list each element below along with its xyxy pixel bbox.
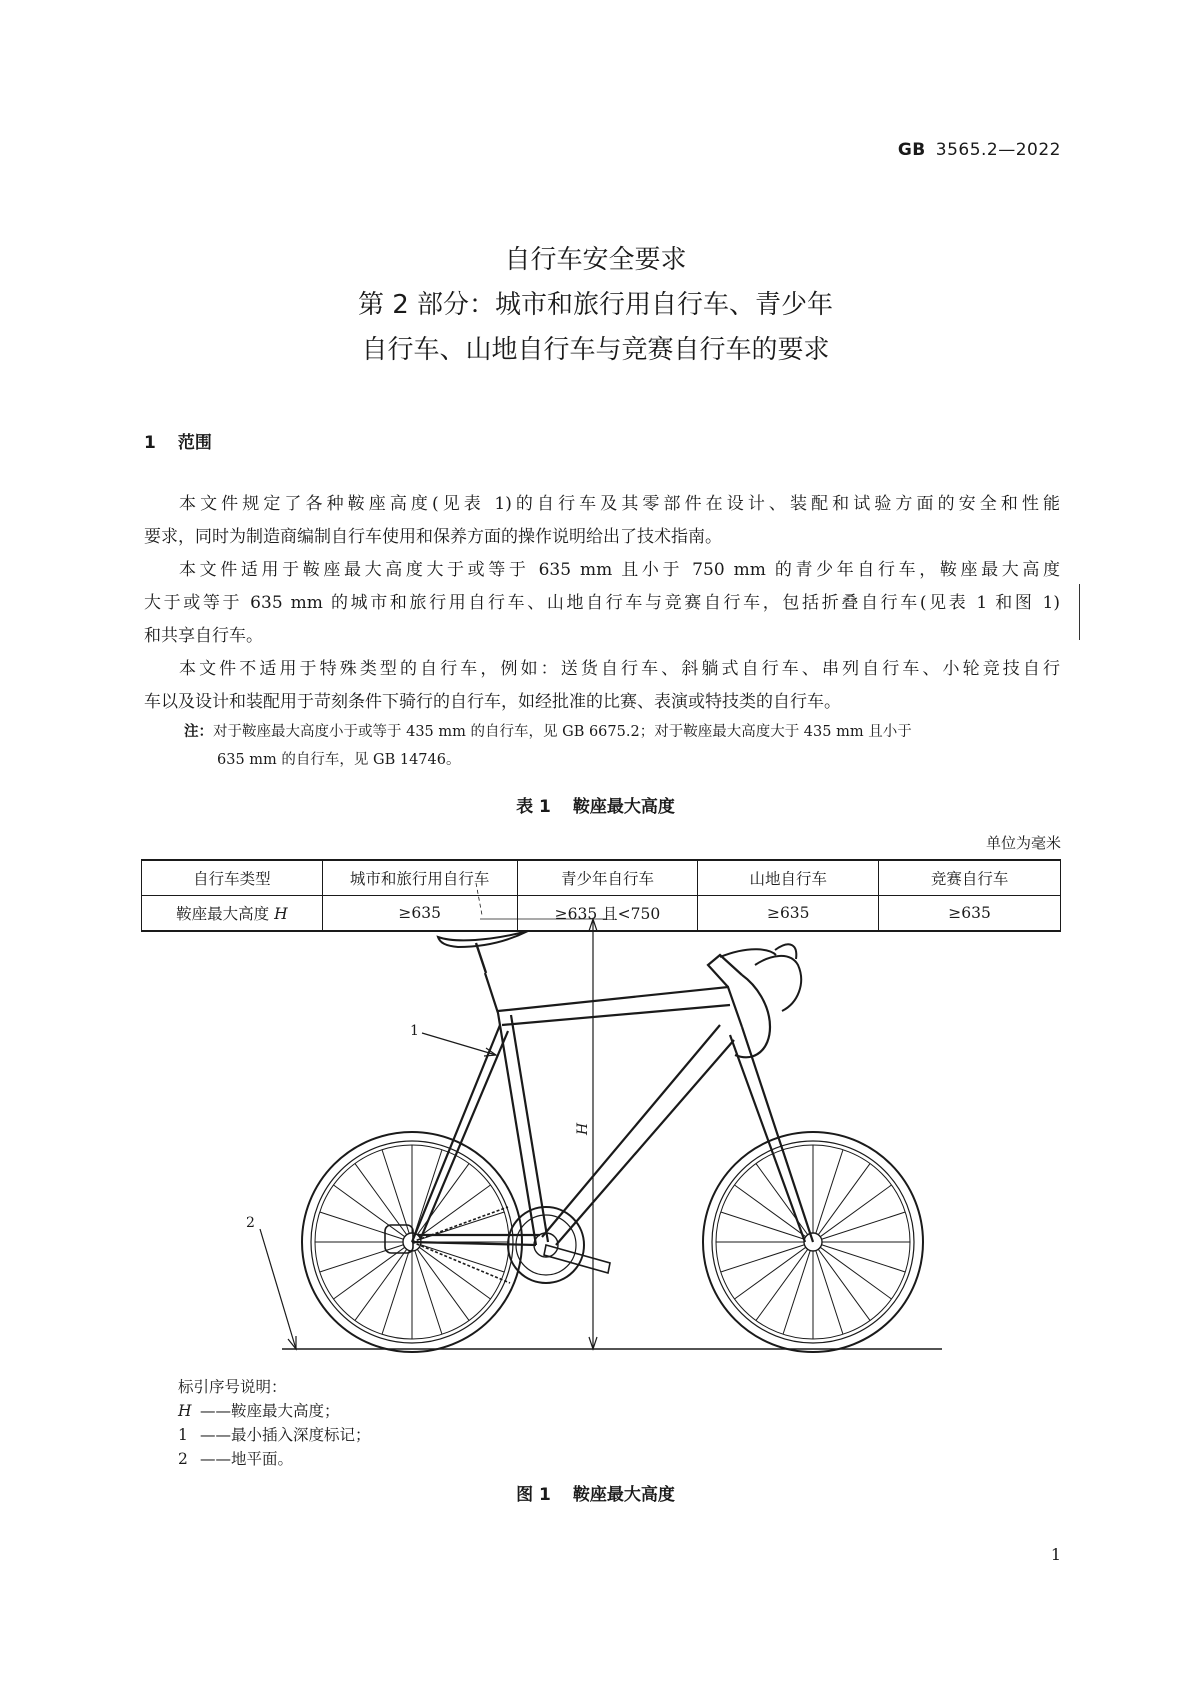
wheel-spoke [818,1249,870,1320]
paragraph-1 [144,488,1060,554]
leader-2 [260,1229,296,1349]
wheel-spoke [419,1185,490,1237]
change-bar [1079,584,1080,640]
legend-item [178,1399,371,1423]
wheel-spoke [822,1245,906,1272]
wheel-spoke [419,1247,490,1299]
standard-code: 3565.2—2022 [935,140,1061,160]
standard-number [898,140,1061,160]
legend-key: 2 [178,1450,188,1468]
document-title [0,238,1191,373]
legend-text: ——鞍座最大高度； [200,1402,340,1420]
paragraph-line: 和共享自行车。 [144,626,263,646]
wheel-spoke [820,1185,891,1237]
paragraph-line: 本文件不适用于特殊类型的自行车，例如：送货自行车、斜躺式自行车、串列自行车、小轮竞技自行 [179,659,1060,679]
note-line-2: 635 mm 的自行车，见 GB 14746。 [217,752,461,768]
title-line-3: 自行车、山地自行车与竞赛自行车的要求 [361,335,830,365]
wheel-spoke [382,1150,409,1234]
figure-caption-number: 图 1 [516,1485,551,1505]
figure-label-2: 2 [246,1215,255,1231]
paragraph-line: 本文件适用于鞍座最大高度大于或等于 635 mm 且小于 750 mm 的青少年自行车，鞍座最大高度 [179,560,1060,580]
paragraph-line: 大于或等于 635 mm 的城市和旅行用自行车、山地自行车与竞赛自行车，包括折叠自行车(见表 1 和图 1) [144,593,1060,613]
legend-key: 1 [178,1426,188,1444]
standard-prefix: GB [897,140,926,160]
table-unit: 单位为毫米 [985,834,1061,852]
leader-1 [422,1033,496,1056]
bicycle-figure [246,945,950,1375]
row-label: 鞍座最大高度 [176,905,270,923]
section-number: 1 [144,433,156,453]
wheel-spoke [735,1247,806,1299]
header-cell: 自行车类型 [142,860,323,896]
wheel-spoke [820,1247,891,1299]
header-cell: 城市和旅行用自行车 [322,860,517,896]
figure-label-H: H [575,1122,591,1135]
wheel-spoke [355,1249,407,1320]
wheel-spoke [382,1251,409,1335]
value-cell: ≥635 [879,896,1061,932]
table-caption-number: 表 1 [516,797,551,817]
wheel-spoke [756,1249,808,1320]
wheel-spoke [334,1185,405,1237]
legend-text: ——地平面。 [200,1450,294,1468]
table-row [142,896,1061,932]
legend-title: 标引序号说明： [178,1378,287,1396]
value-cell: ≥635 [322,896,517,932]
wheel-spoke [320,1245,404,1272]
table-caption [0,792,1191,817]
seat-height-table [141,859,1061,932]
note-line-1 [184,718,1060,746]
figure-caption [0,1480,1191,1505]
wheel-spoke [417,1249,469,1320]
wheel-spoke [816,1251,843,1335]
figure-label-1: 1 [410,1023,419,1039]
paragraph-line: 车以及设计和装配用于苛刻条件下骑行的自行车，如经批准的比赛、表演或特技类的自行车。 [144,692,841,712]
wheel-spoke [721,1245,805,1272]
wheel-spoke [355,1164,407,1235]
note [184,718,1060,774]
value-cell: ≥635 且<750 [517,896,698,932]
section-title: 范围 [177,433,212,453]
legend-item [178,1447,371,1471]
wheel-spoke [721,1212,805,1239]
legend-item [178,1423,371,1447]
row-label-cell [142,896,323,932]
wheel-spoke [822,1212,906,1239]
table-header-row [142,860,1061,896]
value-cell: ≥635 [698,896,879,932]
title-line-2: 第 2 部分：城市和旅行用自行车、青少年 [357,290,834,320]
note-label: 注： [184,724,213,740]
paragraph-3 [144,653,1060,719]
row-symbol: H [274,905,288,923]
frame [412,955,813,1245]
header-cell: 青少年自行车 [517,860,698,896]
header-cell: 竞赛自行车 [879,860,1061,896]
wheel-spoke [735,1185,806,1237]
paragraph-line: 要求，同时为制造商编制自行车使用和保养方面的操作说明给出了技术指南。 [144,527,722,547]
paragraph-2 [144,554,1060,653]
figure-legend [178,1375,371,1471]
wheel-spoke [421,1245,505,1272]
legend-key: H [178,1402,192,1420]
wheel-spoke [334,1247,405,1299]
wheel-spoke [415,1251,442,1335]
section-heading [144,428,212,453]
paragraph-line: 本文件规定了各种鞍座高度(见表 1)的自行车及其零部件在设计、装配和试验方面的安全和性能 [179,494,1060,514]
title-line-1: 自行车安全要求 [504,245,687,275]
wheel-spoke [818,1164,870,1235]
legend-text: ——最小插入深度标记； [200,1426,371,1444]
figure-caption-text: 鞍座最大高度 [572,1485,675,1505]
note-text: 对于鞍座最大高度小于或等于 435 mm 的自行车，见 GB 6675.2；对于鞍座最大高度大于 435 mm 且小于 [213,724,912,740]
table-caption-text: 鞍座最大高度 [572,797,675,817]
wheel-spoke [783,1251,810,1335]
header-cell: 山地自行车 [698,860,879,896]
wheel-spoke [816,1150,843,1234]
page-number: 1 [1050,1545,1061,1564]
